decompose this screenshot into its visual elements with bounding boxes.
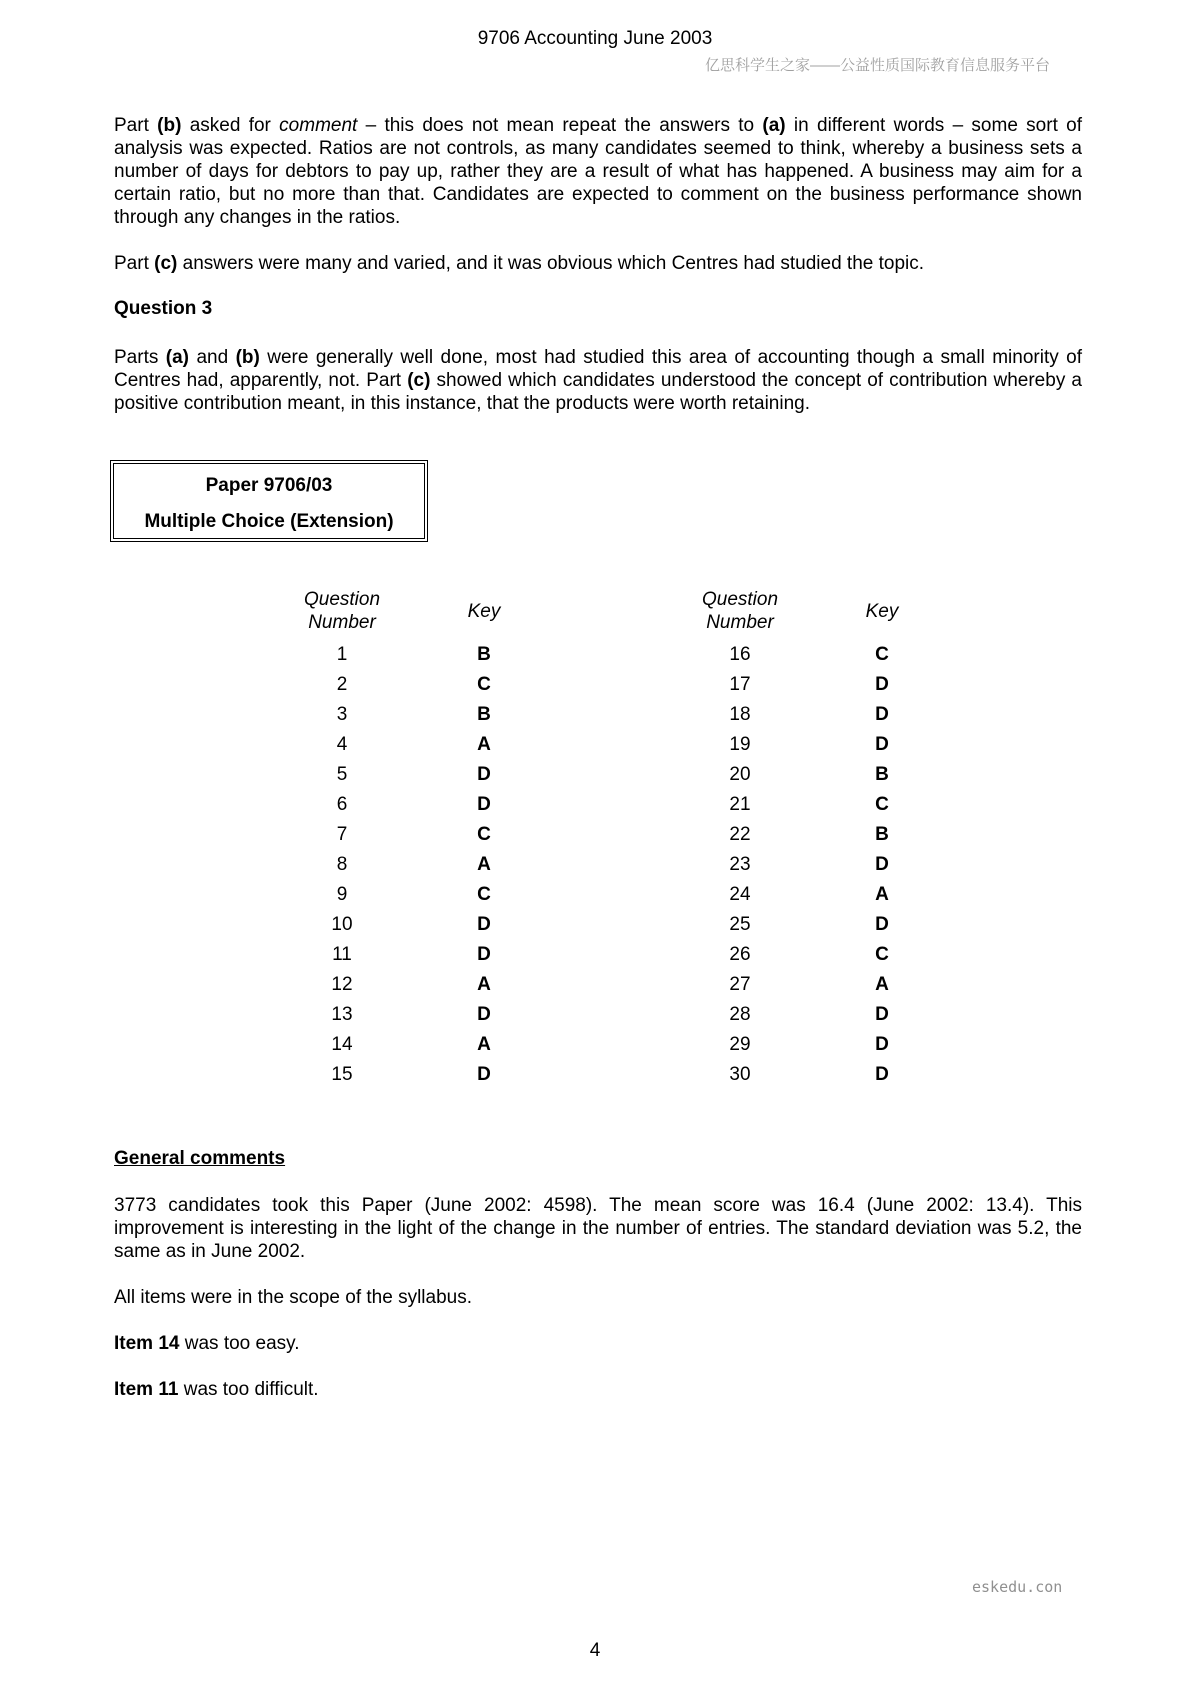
question-number: 30 bbox=[729, 1064, 751, 1085]
paragraph-part-c: Part (c) answers were many and varied, and it was obvious which Centres had studied the topic. bbox=[114, 253, 925, 274]
paragraph-item-11: Item 11 was too difficult. bbox=[114, 1379, 319, 1400]
question-number: 29 bbox=[729, 1034, 751, 1055]
table-row bbox=[270, 910, 554, 940]
answer-key: C bbox=[477, 674, 491, 695]
paper-code: Paper 9706/03 bbox=[205, 475, 333, 496]
question-number: 25 bbox=[729, 914, 751, 935]
answer-key: D bbox=[477, 914, 491, 935]
paragraph-general-2: All items were in the scope of the syllabus. bbox=[114, 1287, 473, 1308]
question-number: 3 bbox=[336, 704, 348, 725]
answer-key: A bbox=[875, 974, 889, 995]
table-row bbox=[270, 850, 554, 880]
paragraph-question-3: Parts (a) and (b) were generally well done, most had studied this area of accounting though a small minority of Centres had, apparently, not. Part (c) showed which candidates understood the concept of contribution whereby a positive contribution meant, in this instance, that the products were worth retaining. bbox=[114, 347, 1082, 414]
table-row bbox=[270, 1030, 554, 1060]
question-number: 19 bbox=[729, 734, 751, 755]
paper-subtitle: Multiple Choice (Extension) bbox=[144, 511, 394, 532]
table-row bbox=[270, 970, 554, 1000]
answer-key: D bbox=[477, 1064, 491, 1085]
answer-key: D bbox=[477, 1004, 491, 1025]
answer-key: D bbox=[875, 1064, 889, 1085]
answer-key: D bbox=[477, 764, 491, 785]
footer-watermark: eskedu.con bbox=[972, 1578, 1063, 1596]
question-number: 2 bbox=[336, 674, 348, 695]
table-row bbox=[668, 880, 952, 910]
answer-key: C bbox=[477, 824, 491, 845]
answer-key: D bbox=[875, 734, 889, 755]
question-number: 8 bbox=[336, 854, 348, 875]
answer-key: D bbox=[875, 1034, 889, 1055]
table-row bbox=[668, 790, 952, 820]
column-header-key: Key bbox=[467, 600, 501, 622]
question-number: 22 bbox=[729, 824, 751, 845]
answer-key: D bbox=[875, 914, 889, 935]
column-header-question: Question Number bbox=[303, 589, 381, 633]
table-row bbox=[270, 730, 554, 760]
table-row bbox=[270, 940, 554, 970]
answer-key: D bbox=[875, 1004, 889, 1025]
answer-key: C bbox=[875, 644, 889, 665]
page-number: 4 bbox=[589, 1640, 601, 1661]
question-number: 1 bbox=[336, 644, 348, 665]
question-number: 23 bbox=[729, 854, 751, 875]
answer-key-table-left bbox=[270, 588, 554, 1090]
question-number: 26 bbox=[729, 944, 751, 965]
question-number: 28 bbox=[729, 1004, 751, 1025]
question-number: 13 bbox=[331, 1004, 353, 1025]
table-row bbox=[270, 760, 554, 790]
question-number: 4 bbox=[336, 734, 348, 755]
answer-key: C bbox=[875, 944, 889, 965]
table-row bbox=[668, 1000, 952, 1030]
answer-key: B bbox=[477, 644, 491, 665]
table-row bbox=[668, 1030, 952, 1060]
question-number: 17 bbox=[729, 674, 751, 695]
table-row bbox=[270, 820, 554, 850]
question-number: 12 bbox=[331, 974, 353, 995]
question-number: 16 bbox=[729, 644, 751, 665]
answer-key: A bbox=[875, 884, 889, 905]
table-row bbox=[668, 850, 952, 880]
table-row bbox=[668, 760, 952, 790]
table-row bbox=[668, 700, 952, 730]
question-number: 24 bbox=[729, 884, 751, 905]
table-row bbox=[668, 820, 952, 850]
table-row bbox=[668, 970, 952, 1000]
answer-key: B bbox=[477, 704, 491, 725]
answer-key-table-right bbox=[668, 588, 952, 1090]
general-comments-heading: General comments bbox=[114, 1148, 286, 1169]
paper-title-box bbox=[110, 460, 428, 542]
answer-key: C bbox=[875, 794, 889, 815]
question-number: 6 bbox=[336, 794, 348, 815]
table-row bbox=[668, 670, 952, 700]
table-row bbox=[668, 910, 952, 940]
table-row bbox=[270, 880, 554, 910]
question-number: 21 bbox=[729, 794, 751, 815]
table-row bbox=[270, 790, 554, 820]
answer-key: D bbox=[875, 854, 889, 875]
question-number: 5 bbox=[336, 764, 348, 785]
table-row bbox=[668, 1060, 952, 1090]
question-number: 18 bbox=[729, 704, 751, 725]
paragraph-item-14: Item 14 was too easy. bbox=[114, 1333, 300, 1354]
answer-key: D bbox=[875, 704, 889, 725]
paragraph-general-1: 3773 candidates took this Paper (June 2002: 4598). The mean score was 16.4 (June 2002: 13.4). This improvement is interesting in the light of the change in the number of entries. The standard deviation was 5.2, the same as in June 2002. bbox=[114, 1195, 1082, 1262]
table-row bbox=[270, 1060, 554, 1090]
table-row bbox=[270, 640, 554, 670]
question-number: 10 bbox=[331, 914, 353, 935]
table-row bbox=[668, 640, 952, 670]
question-number: 11 bbox=[332, 944, 352, 965]
column-header-key: Key bbox=[865, 600, 899, 622]
table-row bbox=[270, 670, 554, 700]
question-number: 15 bbox=[331, 1064, 353, 1085]
answer-key: A bbox=[477, 1034, 491, 1055]
table-row bbox=[270, 1000, 554, 1030]
question-3-heading: Question 3 bbox=[114, 298, 213, 319]
question-number: 27 bbox=[729, 974, 751, 995]
answer-key: D bbox=[477, 794, 491, 815]
answer-key: B bbox=[875, 824, 889, 845]
answer-key: A bbox=[477, 854, 491, 875]
answer-key: C bbox=[477, 884, 491, 905]
header-watermark: 亿思科学生之家——公益性质国际教育信息服务平台 bbox=[704, 57, 1050, 74]
table-row bbox=[668, 940, 952, 970]
table-row bbox=[270, 700, 554, 730]
answer-key: B bbox=[875, 764, 889, 785]
table-row bbox=[668, 730, 952, 760]
question-number: 9 bbox=[336, 884, 348, 905]
column-header-question: Question Number bbox=[701, 589, 779, 633]
question-number: 20 bbox=[729, 764, 751, 785]
question-number: 14 bbox=[331, 1034, 353, 1055]
answer-key: A bbox=[477, 974, 491, 995]
paragraph-part-b: Part (b) asked for comment – this does not mean repeat the answers to (a) in different words – some sort of analysis was expected. Ratios are not controls, as many candidates seemed to think, whereby a business sets a number of days for debtors to pay up, rather they are a result of what has happened. A business may aim for a certain ratio, but no more than that. Candidates are expected to comment on the business performance shown through any changes in the ratios. bbox=[114, 115, 1082, 228]
question-number: 7 bbox=[336, 824, 348, 845]
answer-key: A bbox=[477, 734, 491, 755]
answer-key: D bbox=[875, 674, 889, 695]
page-header-title: 9706 Accounting June 2003 bbox=[477, 28, 713, 49]
answer-key: D bbox=[477, 944, 491, 965]
